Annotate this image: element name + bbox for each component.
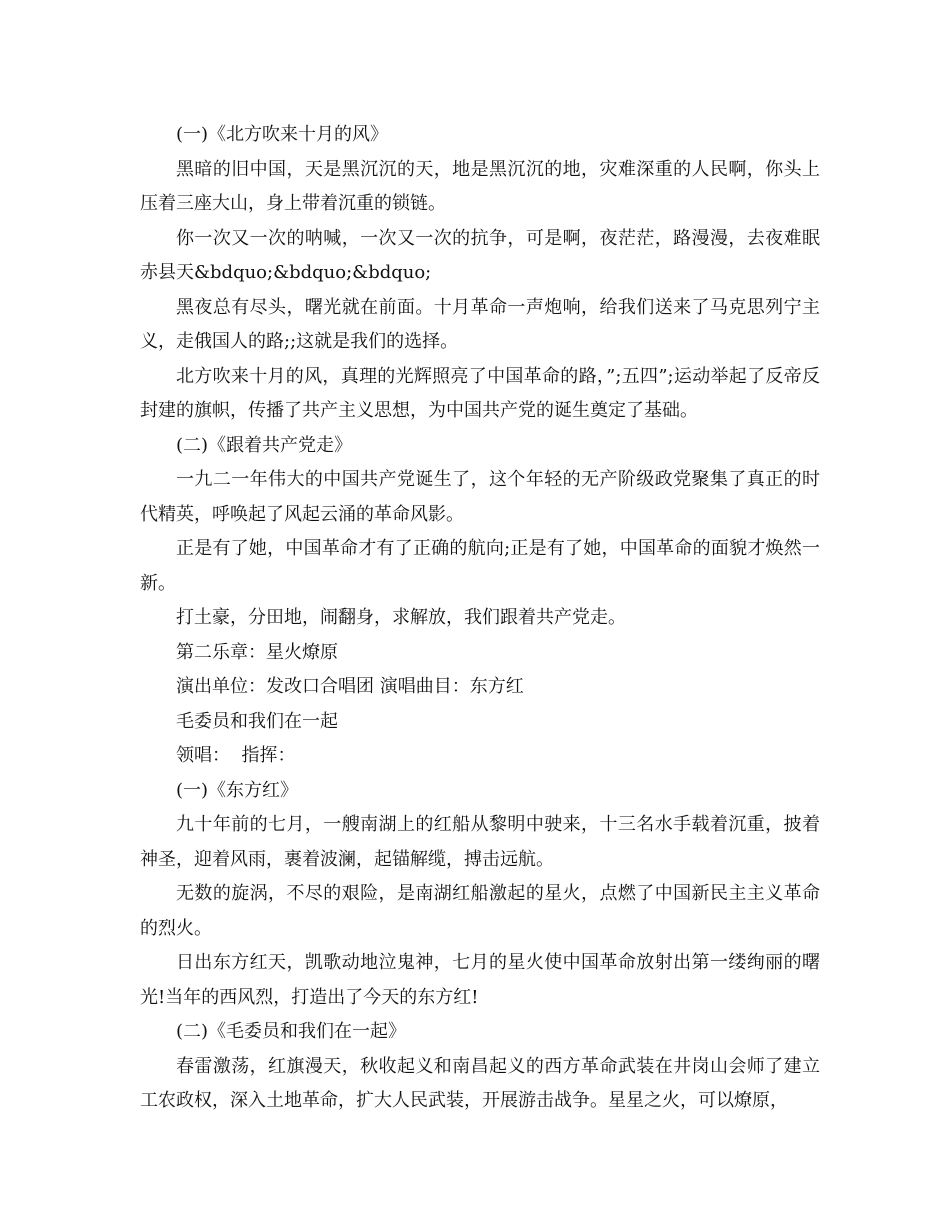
document-body: [140, 118, 820, 1119]
movement-heading: 第二乐章：星火燎原: [176, 641, 338, 663]
paragraph: 春雷激荡，红旗漫天，秋收起义和南昌起义的西方革命武装在井岗山会师了建立工农政权，深入土地革命，扩大人民武装，开展游击战争。星星之火，可以燎原，: [140, 1055, 820, 1111]
section-heading: (二)《毛委员和我们在一起》: [176, 1021, 407, 1042]
paragraph: 黑夜总有尽头，曙光就在前面。十月革命一声炮响，给我们送来了马克思列宁主义，走俄国人的路;;这就是我们的选择。: [140, 296, 820, 352]
section-heading: (二)《跟着共产党走》: [176, 434, 353, 456]
section-heading: (一)《东方红》: [176, 779, 299, 801]
section-heading: (一)《北方吹来十月的风》: [176, 124, 389, 145]
performance-info: 演出单位：发改口合唱团 演唱曲目：东方红: [176, 676, 524, 697]
paragraph: 北方吹来十月的风，真理的光辉照亮了中国革命的路，”;五四”;运动举起了反帝反封建的旗帜，传播了共产主义思想，为中国共产党的诞生奠定了基础。: [140, 365, 820, 421]
paragraph: 打土豪，分田地，闹翻身，求解放，我们跟着共产党走。: [176, 607, 626, 628]
paragraph: 你一次又一次的呐喊，一次又一次的抗争，可是啊，夜茫茫，路漫漫，去夜难眠赤县天&bdquo;&bdquo;&bdquo;: [140, 227, 820, 283]
paragraph: 黑暗的旧中国，天是黑沉沉的天，地是黑沉沉的地，灾难深重的人民啊，你头上压着三座大山，身上带着沉重的锁链。: [140, 158, 820, 214]
paragraph: 无数的旋涡，不尽的艰险，是南湖红船激起的星火，点燃了中国新民主主义革命的烈火。: [140, 883, 820, 939]
song-title: 毛委员和我们在一起: [176, 710, 338, 732]
paragraph: 正是有了她，中国革命才有了正确的航向;正是有了她，中国革命的面貌才焕然一新。: [140, 538, 820, 594]
credits-line: 领唱： 指挥：: [176, 745, 296, 766]
paragraph: 日出东方红天，凯歌动地泣鬼神，七月的星火使中国革命放射出第一缕绚丽的曙光!当年的西风烈，打造出了今天的东方红!: [140, 952, 820, 1008]
paragraph: 九十年前的七月，一艘南湖上的红船从黎明中驶来，十三名水手载着沉重，披着神圣，迎着风雨，裹着波澜，起锚解缆，搏击远航。: [140, 814, 820, 870]
paragraph: 一九二一年伟大的中国共产党诞生了，这个年轻的无产阶级政党聚集了真正的时代精英，呼唤起了风起云涌的革命风影。: [140, 469, 820, 525]
